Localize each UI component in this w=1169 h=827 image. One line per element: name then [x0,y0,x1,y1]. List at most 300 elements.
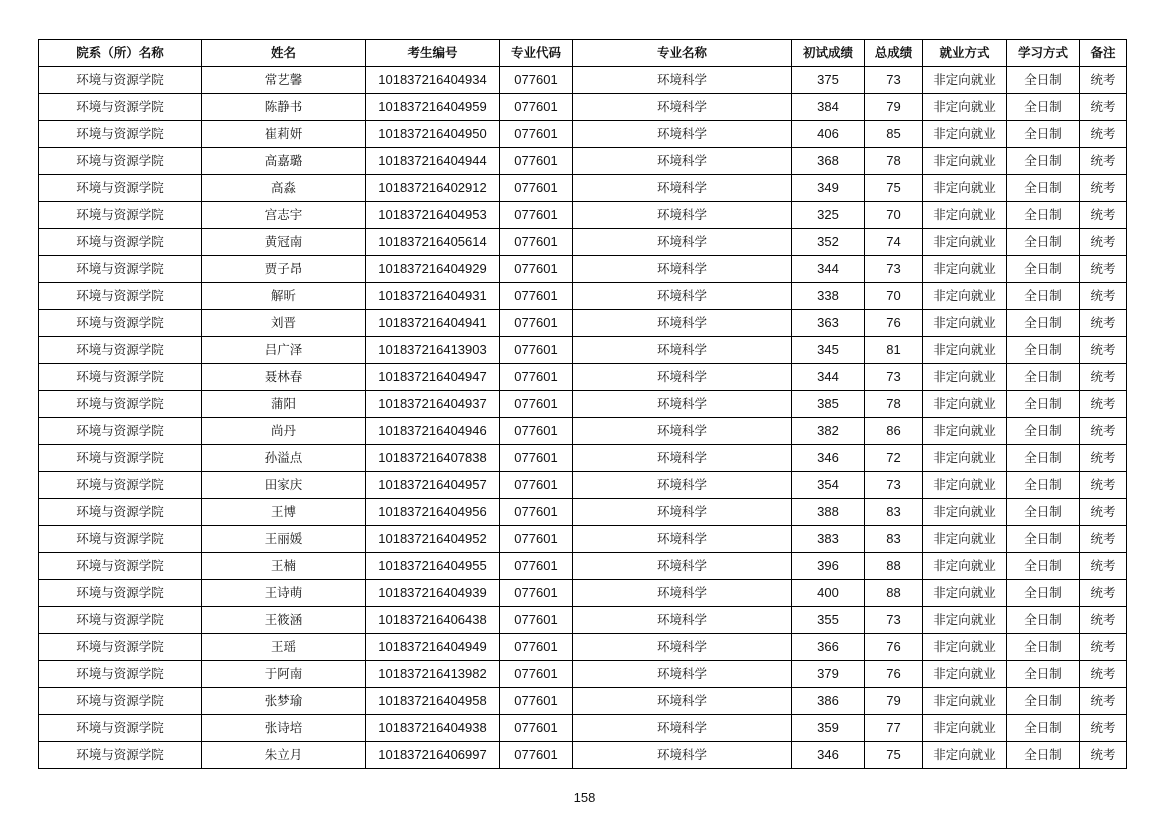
remarks-cell: 统考 [1080,121,1127,148]
major-code-cell: 077601 [500,364,573,391]
name-cell: 常艺馨 [202,67,366,94]
department-cell: 环境与资源学院 [39,553,202,580]
study-mode-cell: 全日制 [1007,688,1080,715]
name-cell: 张梦瑜 [202,688,366,715]
major-name-cell: 环境科学 [573,526,792,553]
total-score-cell: 88 [865,580,923,607]
total-score-cell: 88 [865,553,923,580]
major-code-cell: 077601 [500,499,573,526]
major-name-cell: 环境科学 [573,553,792,580]
employment-type-cell: 非定向就业 [923,121,1007,148]
name-cell: 黄冠南 [202,229,366,256]
study-mode-cell: 全日制 [1007,661,1080,688]
candidate-id-cell: 101837216405614 [366,229,500,256]
candidate-id-cell: 101837216404939 [366,580,500,607]
remarks-cell: 统考 [1080,202,1127,229]
remarks-cell: 统考 [1080,526,1127,553]
department-cell: 环境与资源学院 [39,364,202,391]
remarks-cell: 统考 [1080,67,1127,94]
study-mode-cell: 全日制 [1007,553,1080,580]
column-header-initial-score: 初试成绩 [792,40,865,67]
total-score-cell: 75 [865,742,923,769]
major-name-cell: 环境科学 [573,310,792,337]
column-header-name: 姓名 [202,40,366,67]
initial-score-cell: 346 [792,742,865,769]
major-code-cell: 077601 [500,94,573,121]
candidate-id-cell: 101837216404937 [366,391,500,418]
total-score-cell: 73 [865,67,923,94]
column-header-major-code: 专业代码 [500,40,573,67]
initial-score-cell: 382 [792,418,865,445]
remarks-cell: 统考 [1080,688,1127,715]
remarks-cell: 统考 [1080,472,1127,499]
department-cell: 环境与资源学院 [39,742,202,769]
candidate-id-cell: 101837216404946 [366,418,500,445]
initial-score-cell: 388 [792,499,865,526]
table-row [39,472,1127,499]
total-score-cell: 73 [865,364,923,391]
table-row [39,283,1127,310]
total-score-cell: 73 [865,607,923,634]
candidate-id-cell: 101837216404947 [366,364,500,391]
major-name-cell: 环境科学 [573,499,792,526]
candidate-id-cell: 101837216404957 [366,472,500,499]
department-cell: 环境与资源学院 [39,445,202,472]
study-mode-cell: 全日制 [1007,607,1080,634]
major-name-cell: 环境科学 [573,742,792,769]
candidate-id-cell: 101837216406997 [366,742,500,769]
remarks-cell: 统考 [1080,445,1127,472]
department-cell: 环境与资源学院 [39,310,202,337]
table-row [39,148,1127,175]
employment-type-cell: 非定向就业 [923,283,1007,310]
remarks-cell: 统考 [1080,580,1127,607]
table-row [39,445,1127,472]
major-code-cell: 077601 [500,526,573,553]
employment-type-cell: 非定向就业 [923,337,1007,364]
total-score-cell: 75 [865,175,923,202]
remarks-cell: 统考 [1080,337,1127,364]
initial-score-cell: 396 [792,553,865,580]
table-row [39,67,1127,94]
name-cell: 陈静书 [202,94,366,121]
remarks-cell: 统考 [1080,661,1127,688]
candidate-id-cell: 101837216404950 [366,121,500,148]
admission-table [38,39,1127,769]
study-mode-cell: 全日制 [1007,445,1080,472]
table-row [39,499,1127,526]
major-name-cell: 环境科学 [573,94,792,121]
name-cell: 刘晋 [202,310,366,337]
table-row [39,121,1127,148]
employment-type-cell: 非定向就业 [923,580,1007,607]
study-mode-cell: 全日制 [1007,121,1080,148]
major-code-cell: 077601 [500,175,573,202]
table-row [39,526,1127,553]
major-name-cell: 环境科学 [573,472,792,499]
major-name-cell: 环境科学 [573,67,792,94]
major-name-cell: 环境科学 [573,391,792,418]
name-cell: 聂林春 [202,364,366,391]
major-name-cell: 环境科学 [573,175,792,202]
remarks-cell: 统考 [1080,148,1127,175]
major-code-cell: 077601 [500,634,573,661]
employment-type-cell: 非定向就业 [923,526,1007,553]
study-mode-cell: 全日制 [1007,337,1080,364]
major-code-cell: 077601 [500,715,573,742]
total-score-cell: 73 [865,256,923,283]
table-row [39,553,1127,580]
candidate-id-cell: 101837216404941 [366,310,500,337]
study-mode-cell: 全日制 [1007,472,1080,499]
major-code-cell: 077601 [500,310,573,337]
name-cell: 尚丹 [202,418,366,445]
major-code-cell: 077601 [500,688,573,715]
department-cell: 环境与资源学院 [39,256,202,283]
table-row [39,661,1127,688]
table-row [39,229,1127,256]
initial-score-cell: 384 [792,94,865,121]
remarks-cell: 统考 [1080,742,1127,769]
department-cell: 环境与资源学院 [39,688,202,715]
column-header-study-mode: 学习方式 [1007,40,1080,67]
remarks-cell: 统考 [1080,607,1127,634]
major-name-cell: 环境科学 [573,148,792,175]
initial-score-cell: 352 [792,229,865,256]
table-row [39,391,1127,418]
table-row [39,364,1127,391]
remarks-cell: 统考 [1080,553,1127,580]
total-score-cell: 78 [865,391,923,418]
employment-type-cell: 非定向就业 [923,148,1007,175]
major-code-cell: 077601 [500,337,573,364]
total-score-cell: 86 [865,418,923,445]
table-row [39,337,1127,364]
major-code-cell: 077601 [500,283,573,310]
employment-type-cell: 非定向就业 [923,715,1007,742]
study-mode-cell: 全日制 [1007,310,1080,337]
table-row [39,634,1127,661]
major-name-cell: 环境科学 [573,364,792,391]
name-cell: 崔莉妍 [202,121,366,148]
major-code-cell: 077601 [500,580,573,607]
major-name-cell: 环境科学 [573,445,792,472]
table-row [39,607,1127,634]
department-cell: 环境与资源学院 [39,175,202,202]
major-name-cell: 环境科学 [573,337,792,364]
name-cell: 王诗萌 [202,580,366,607]
total-score-cell: 72 [865,445,923,472]
major-code-cell: 077601 [500,148,573,175]
candidate-id-cell: 101837216404956 [366,499,500,526]
candidate-id-cell: 101837216404959 [366,94,500,121]
employment-type-cell: 非定向就业 [923,94,1007,121]
name-cell: 王瑶 [202,634,366,661]
initial-score-cell: 385 [792,391,865,418]
candidate-id-cell: 101837216404934 [366,67,500,94]
total-score-cell: 81 [865,337,923,364]
candidate-id-cell: 101837216404953 [366,202,500,229]
study-mode-cell: 全日制 [1007,634,1080,661]
study-mode-cell: 全日制 [1007,391,1080,418]
name-cell: 解昕 [202,283,366,310]
major-name-cell: 环境科学 [573,121,792,148]
department-cell: 环境与资源学院 [39,202,202,229]
study-mode-cell: 全日制 [1007,67,1080,94]
initial-score-cell: 355 [792,607,865,634]
major-code-cell: 077601 [500,67,573,94]
total-score-cell: 83 [865,526,923,553]
department-cell: 环境与资源学院 [39,715,202,742]
table-header-row [39,40,1127,67]
initial-score-cell: 354 [792,472,865,499]
total-score-cell: 76 [865,661,923,688]
column-header-remarks: 备注 [1080,40,1127,67]
total-score-cell: 79 [865,94,923,121]
study-mode-cell: 全日制 [1007,283,1080,310]
total-score-cell: 77 [865,715,923,742]
remarks-cell: 统考 [1080,283,1127,310]
study-mode-cell: 全日制 [1007,418,1080,445]
study-mode-cell: 全日制 [1007,94,1080,121]
candidate-id-cell: 101837216404949 [366,634,500,661]
name-cell: 王博 [202,499,366,526]
total-score-cell: 70 [865,202,923,229]
study-mode-cell: 全日制 [1007,742,1080,769]
initial-score-cell: 359 [792,715,865,742]
remarks-cell: 统考 [1080,391,1127,418]
major-name-cell: 环境科学 [573,715,792,742]
major-code-cell: 077601 [500,742,573,769]
study-mode-cell: 全日制 [1007,256,1080,283]
table-row [39,202,1127,229]
candidate-id-cell: 101837216404955 [366,553,500,580]
candidate-id-cell: 101837216404944 [366,148,500,175]
table-row [39,256,1127,283]
table-row [39,688,1127,715]
major-code-cell: 077601 [500,202,573,229]
study-mode-cell: 全日制 [1007,580,1080,607]
department-cell: 环境与资源学院 [39,148,202,175]
name-cell: 宫志宇 [202,202,366,229]
employment-type-cell: 非定向就业 [923,310,1007,337]
table-body [39,67,1127,769]
department-cell: 环境与资源学院 [39,67,202,94]
major-name-cell: 环境科学 [573,607,792,634]
initial-score-cell: 366 [792,634,865,661]
name-cell: 贾子昂 [202,256,366,283]
name-cell: 蒲阳 [202,391,366,418]
study-mode-cell: 全日制 [1007,202,1080,229]
remarks-cell: 统考 [1080,256,1127,283]
column-header-major-name: 专业名称 [573,40,792,67]
employment-type-cell: 非定向就业 [923,661,1007,688]
initial-score-cell: 338 [792,283,865,310]
name-cell: 王丽媛 [202,526,366,553]
department-cell: 环境与资源学院 [39,634,202,661]
employment-type-cell: 非定向就业 [923,175,1007,202]
initial-score-cell: 383 [792,526,865,553]
page-number: 158 [573,790,596,805]
column-header-candidate-id: 考生编号 [366,40,500,67]
study-mode-cell: 全日制 [1007,715,1080,742]
major-code-cell: 077601 [500,256,573,283]
initial-score-cell: 349 [792,175,865,202]
major-name-cell: 环境科学 [573,202,792,229]
column-header-total-score: 总成绩 [865,40,923,67]
column-header-department: 院系（所）名称 [39,40,202,67]
name-cell: 田家庆 [202,472,366,499]
total-score-cell: 74 [865,229,923,256]
employment-type-cell: 非定向就业 [923,364,1007,391]
employment-type-cell: 非定向就业 [923,256,1007,283]
total-score-cell: 73 [865,472,923,499]
initial-score-cell: 346 [792,445,865,472]
table-row [39,580,1127,607]
remarks-cell: 统考 [1080,499,1127,526]
name-cell: 王楠 [202,553,366,580]
candidate-id-cell: 101837216404929 [366,256,500,283]
major-code-cell: 077601 [500,472,573,499]
total-score-cell: 79 [865,688,923,715]
total-score-cell: 76 [865,310,923,337]
total-score-cell: 76 [865,634,923,661]
initial-score-cell: 344 [792,256,865,283]
remarks-cell: 统考 [1080,175,1127,202]
major-code-cell: 077601 [500,445,573,472]
table-row [39,715,1127,742]
initial-score-cell: 375 [792,67,865,94]
table-row [39,94,1127,121]
major-code-cell: 077601 [500,229,573,256]
major-name-cell: 环境科学 [573,634,792,661]
department-cell: 环境与资源学院 [39,661,202,688]
initial-score-cell: 363 [792,310,865,337]
remarks-cell: 统考 [1080,418,1127,445]
name-cell: 孙溢点 [202,445,366,472]
department-cell: 环境与资源学院 [39,472,202,499]
initial-score-cell: 400 [792,580,865,607]
initial-score-cell: 379 [792,661,865,688]
employment-type-cell: 非定向就业 [923,418,1007,445]
total-score-cell: 78 [865,148,923,175]
major-name-cell: 环境科学 [573,229,792,256]
table-row [39,742,1127,769]
employment-type-cell: 非定向就业 [923,742,1007,769]
candidate-id-cell: 101837216413903 [366,337,500,364]
name-cell: 吕广泽 [202,337,366,364]
name-cell: 于阿南 [202,661,366,688]
study-mode-cell: 全日制 [1007,526,1080,553]
employment-type-cell: 非定向就业 [923,67,1007,94]
remarks-cell: 统考 [1080,634,1127,661]
table-row [39,418,1127,445]
study-mode-cell: 全日制 [1007,175,1080,202]
table-row [39,175,1127,202]
total-score-cell: 83 [865,499,923,526]
employment-type-cell: 非定向就业 [923,202,1007,229]
department-cell: 环境与资源学院 [39,283,202,310]
remarks-cell: 统考 [1080,364,1127,391]
employment-type-cell: 非定向就业 [923,229,1007,256]
candidate-id-cell: 101837216406438 [366,607,500,634]
name-cell: 高嘉璐 [202,148,366,175]
candidate-id-cell: 101837216404938 [366,715,500,742]
initial-score-cell: 386 [792,688,865,715]
major-name-cell: 环境科学 [573,580,792,607]
name-cell: 王筱涵 [202,607,366,634]
initial-score-cell: 368 [792,148,865,175]
employment-type-cell: 非定向就业 [923,499,1007,526]
employment-type-cell: 非定向就业 [923,607,1007,634]
major-code-cell: 077601 [500,553,573,580]
study-mode-cell: 全日制 [1007,229,1080,256]
initial-score-cell: 325 [792,202,865,229]
major-code-cell: 077601 [500,418,573,445]
candidate-id-cell: 101837216402912 [366,175,500,202]
employment-type-cell: 非定向就业 [923,553,1007,580]
candidate-id-cell: 101837216404958 [366,688,500,715]
major-name-cell: 环境科学 [573,661,792,688]
employment-type-cell: 非定向就业 [923,472,1007,499]
department-cell: 环境与资源学院 [39,607,202,634]
total-score-cell: 85 [865,121,923,148]
initial-score-cell: 406 [792,121,865,148]
name-cell: 高淼 [202,175,366,202]
major-code-cell: 077601 [500,661,573,688]
department-cell: 环境与资源学院 [39,391,202,418]
major-name-cell: 环境科学 [573,688,792,715]
major-code-cell: 077601 [500,121,573,148]
initial-score-cell: 344 [792,364,865,391]
employment-type-cell: 非定向就业 [923,634,1007,661]
department-cell: 环境与资源学院 [39,94,202,121]
department-cell: 环境与资源学院 [39,580,202,607]
major-code-cell: 077601 [500,391,573,418]
employment-type-cell: 非定向就业 [923,445,1007,472]
major-name-cell: 环境科学 [573,256,792,283]
candidate-id-cell: 101837216404952 [366,526,500,553]
candidate-id-cell: 101837216407838 [366,445,500,472]
candidate-id-cell: 101837216404931 [366,283,500,310]
major-code-cell: 077601 [500,607,573,634]
major-name-cell: 环境科学 [573,418,792,445]
remarks-cell: 统考 [1080,715,1127,742]
employment-type-cell: 非定向就业 [923,391,1007,418]
remarks-cell: 统考 [1080,229,1127,256]
department-cell: 环境与资源学院 [39,526,202,553]
remarks-cell: 统考 [1080,94,1127,121]
name-cell: 朱立月 [202,742,366,769]
table-row [39,310,1127,337]
department-cell: 环境与资源学院 [39,499,202,526]
study-mode-cell: 全日制 [1007,148,1080,175]
major-name-cell: 环境科学 [573,283,792,310]
department-cell: 环境与资源学院 [39,229,202,256]
initial-score-cell: 345 [792,337,865,364]
name-cell: 张诗培 [202,715,366,742]
remarks-cell: 统考 [1080,310,1127,337]
total-score-cell: 70 [865,283,923,310]
employment-type-cell: 非定向就业 [923,688,1007,715]
study-mode-cell: 全日制 [1007,499,1080,526]
department-cell: 环境与资源学院 [39,121,202,148]
department-cell: 环境与资源学院 [39,337,202,364]
study-mode-cell: 全日制 [1007,364,1080,391]
candidate-id-cell: 101837216413982 [366,661,500,688]
department-cell: 环境与资源学院 [39,418,202,445]
column-header-employment-type: 就业方式 [923,40,1007,67]
